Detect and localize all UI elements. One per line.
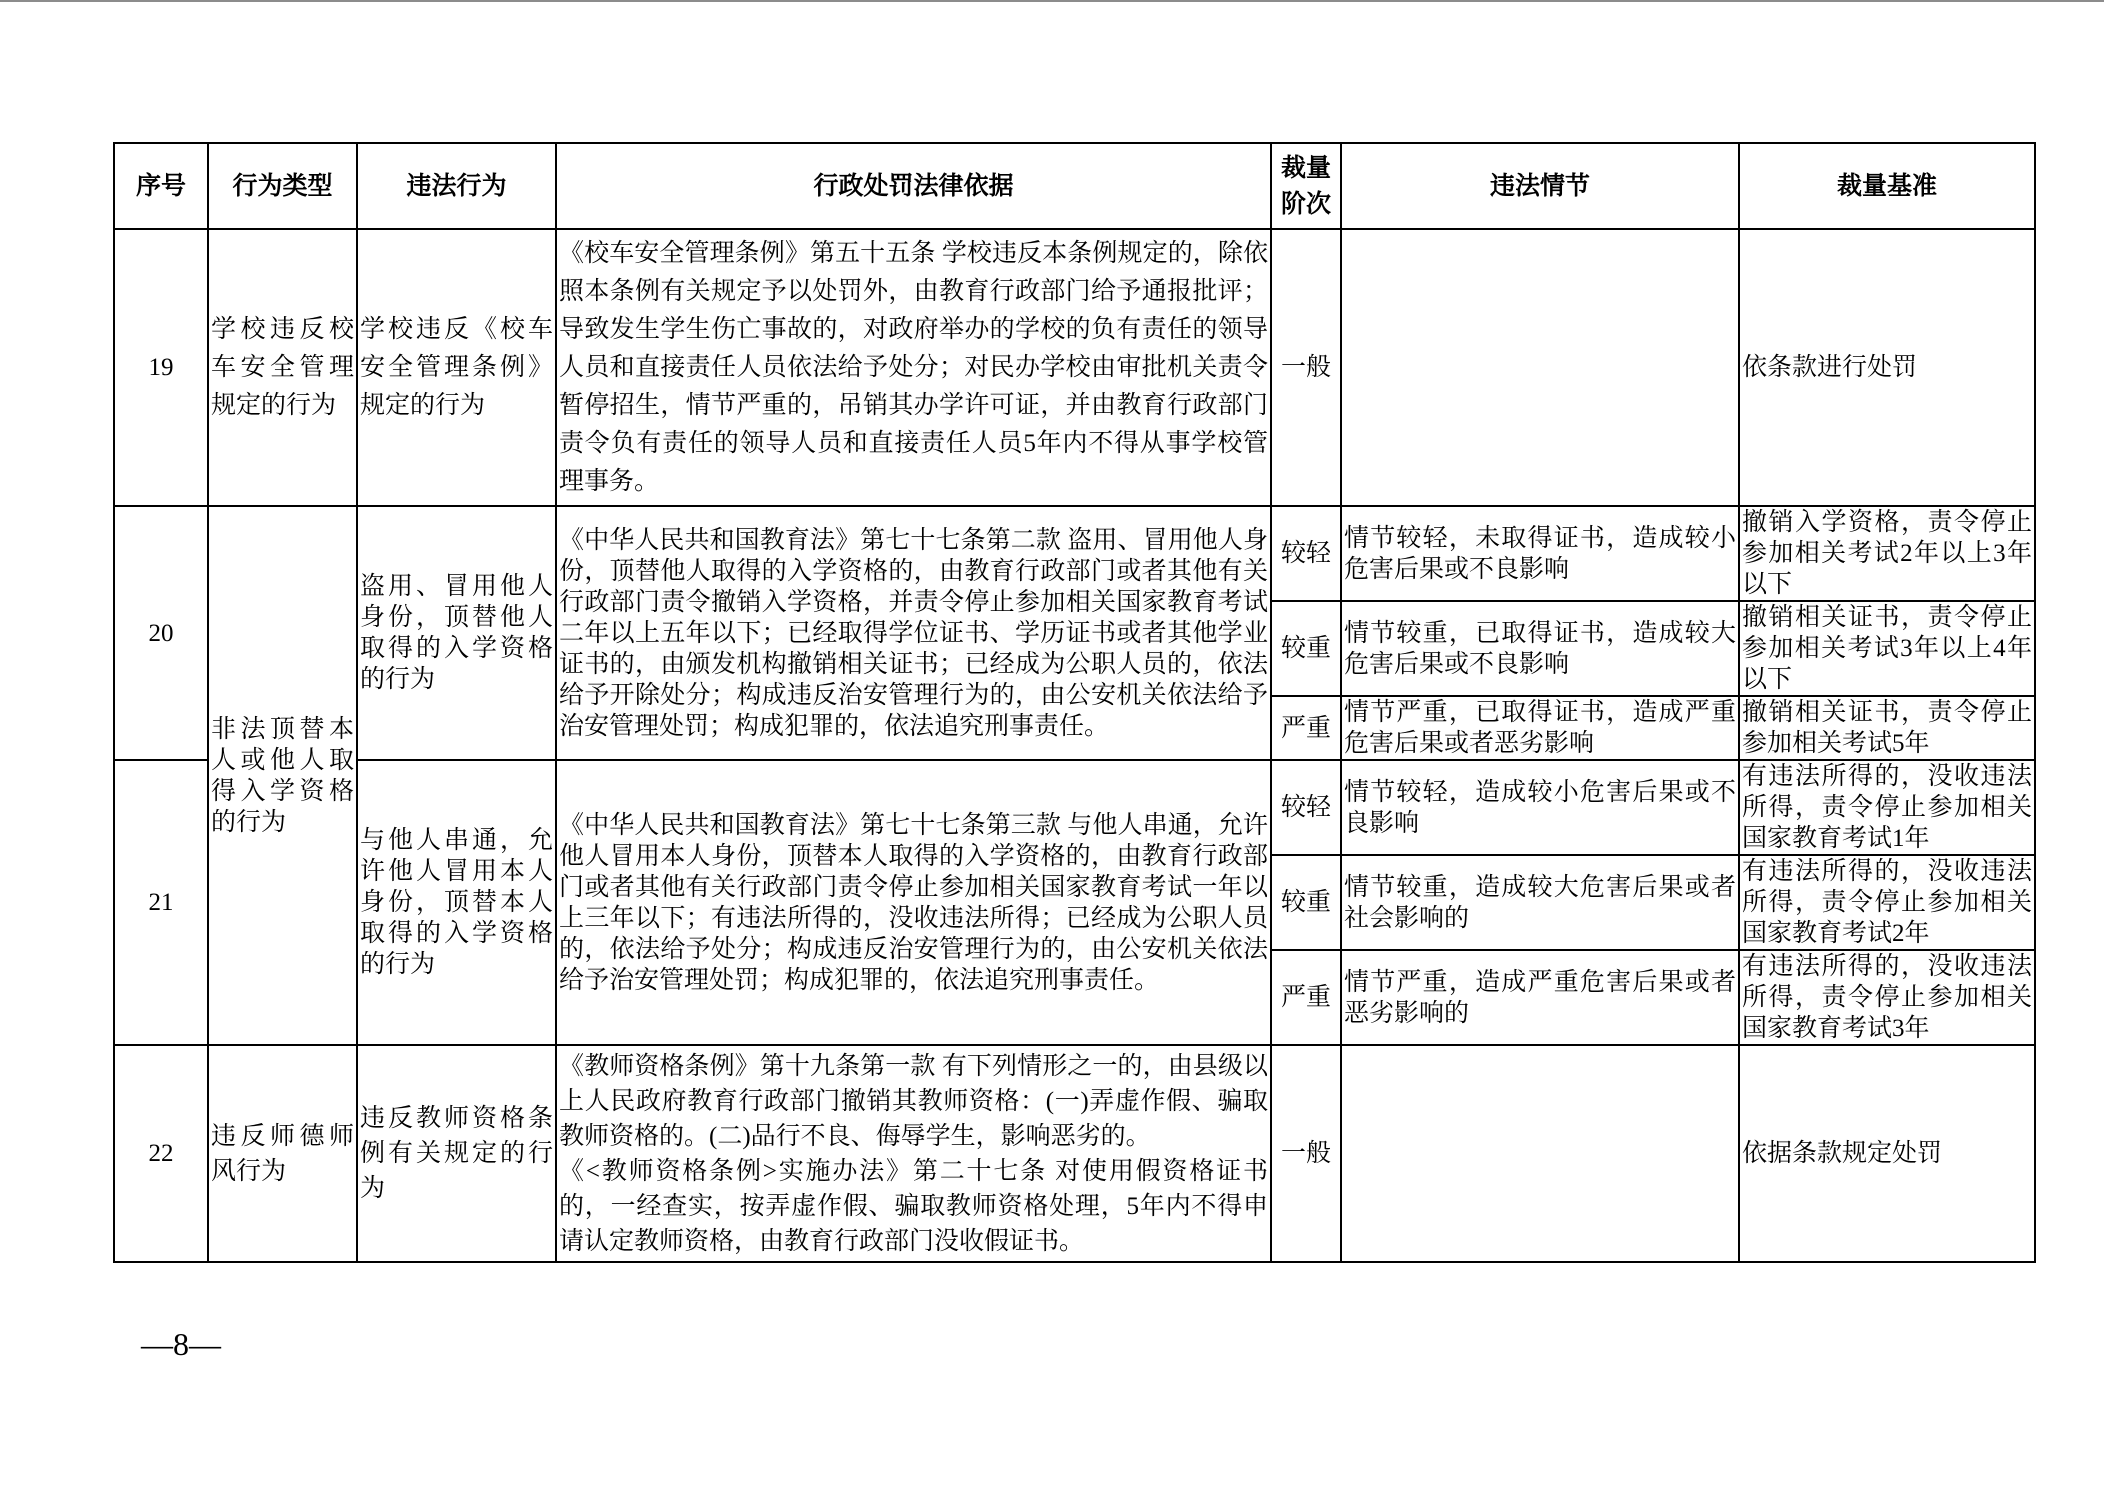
cell-standard: 有违法所得的，没收违法所得，责令停止参加相关国家教育考试3年	[1739, 950, 2035, 1045]
legal-basis-paragraph: 《<教师资格条例>实施办法》第二十七条 对使用假资格证书的，一经查实，按弄虚作假、骗取教师资格处理，5年内不得申请认定教师资格，由教育行政部门没收假证书。	[559, 1157, 1268, 1255]
legal-basis-paragraph: 《校车安全管理条例》第五十五条 学校违反本条例规定的，除依照本条例有关规定予以处罚外，由教育行政部门给予通报批评；导致发生学生伤亡事故的，对政府举办的学校的负有责任的领导人员和直接责任人员依法给予处分；对民办学校由审批机关责令暂停招生，情节严重的，吊销其办学许可证，并由教育行政部门责令负有责任的领导人员和直接责任人员5年内不得从事学校管理事务。	[559, 239, 1268, 495]
cell-circumstance: 情节较轻，未取得证书，造成较小危害后果或不良影响	[1341, 506, 1739, 601]
cell-discretion-level: 一般	[1271, 1045, 1341, 1262]
legal-basis-paragraph: 《教师资格条例》第十九条第一款 有下列情形之一的，由县级以上人民政府教育行政部门撤销其教师资格：(一)弄虚作假、骗取教师资格的。(二)品行不良、侮辱学生，影响恶劣的。	[559, 1052, 1268, 1150]
header-discretion-level: 裁量阶次	[1271, 143, 1341, 229]
cell-discretion-level: 较重	[1271, 855, 1341, 950]
header-discretion-standard: 裁量基准	[1739, 143, 2035, 229]
cell-standard: 依据条款规定处罚	[1739, 1045, 2035, 1262]
penalty-discretion-table	[113, 142, 2036, 1263]
cell-circumstance: 情节严重，造成严重危害后果或者恶劣影响的	[1341, 950, 1739, 1045]
cell-discretion-level: 严重	[1271, 696, 1341, 760]
cell-legal-basis	[556, 1045, 1271, 1262]
cell-circumstance: 情节较轻，造成较小危害后果或不良影响	[1341, 760, 1739, 855]
cell-standard: 撤销相关证书，责令停止参加相关考试5年	[1739, 696, 2035, 760]
cell-standard: 有违法所得的，没收违法所得，责令停止参加相关国家教育考试1年	[1739, 760, 2035, 855]
cell-index: 19	[114, 229, 208, 506]
cell-violation: 与他人串通，允许他人冒用本人身份，顶替本人取得的入学资格的行为	[357, 760, 556, 1045]
header-legal-basis: 行政处罚法律依据	[556, 143, 1271, 229]
cell-discretion-level: 一般	[1271, 229, 1341, 506]
cell-behavior-type: 学校违反校车安全管理规定的行为	[208, 229, 357, 506]
cell-behavior-type: 非法顶替本人或他人取得入学资格的行为	[208, 506, 357, 1045]
cell-circumstance: 情节较重，已取得证书，造成较大危害后果或不良影响	[1341, 601, 1739, 696]
cell-behavior-type: 违反师德师风行为	[208, 1045, 357, 1262]
header-violation-circumstance: 违法情节	[1341, 143, 1739, 229]
cell-circumstance	[1341, 1045, 1739, 1262]
cell-legal-basis	[556, 760, 1271, 1045]
cell-index: 22	[114, 1045, 208, 1262]
cell-violation: 学校违反《校车安全管理条例》规定的行为	[357, 229, 556, 506]
legal-basis-paragraph: 《中华人民共和国教育法》第七十七条第二款 盗用、冒用他人身份，顶替他人取得的入学资格的，由教育行政部门或者其他有关行政部门责令撤销入学资格，并责令停止参加相关国家教育考试二年以上五年以下；已经取得学位证书、学历证书或者其他学业证书的，由颁发机构撤销相关证书；已经成为公职人员的，依法给予开除处分；构成违反治安管理行为的，由公安机关依法给予治安管理处罚；构成犯罪的，依法追究刑事责任。	[559, 526, 1268, 740]
table-row-19	[114, 229, 2035, 506]
cell-index: 21	[114, 760, 208, 1045]
cell-circumstance: 情节较重，造成较大危害后果或者社会影响的	[1341, 855, 1739, 950]
cell-circumstance	[1341, 229, 1739, 506]
header-behavior-type: 行为类型	[208, 143, 357, 229]
cell-discretion-level: 较轻	[1271, 760, 1341, 855]
cell-circumstance: 情节严重，已取得证书，造成严重危害后果或者恶劣影响	[1341, 696, 1739, 760]
cell-violation: 违反教师资格条例有关规定的行为	[357, 1045, 556, 1262]
table-header	[114, 143, 2035, 229]
table-body	[114, 229, 2035, 1262]
cell-discretion-level: 较轻	[1271, 506, 1341, 601]
cell-legal-basis	[556, 506, 1271, 760]
table-header-row	[114, 143, 2035, 229]
table-row-20-lighter	[114, 506, 2035, 601]
cell-discretion-level: 严重	[1271, 950, 1341, 1045]
cell-standard: 撤销相关证书，责令停止参加相关考试3年以上4年以下	[1739, 601, 2035, 696]
cell-standard: 撤销入学资格，责令停止参加相关考试2年以上3年以下	[1739, 506, 2035, 601]
cell-discretion-level: 较重	[1271, 601, 1341, 696]
page-top-edge	[0, 0, 2104, 2]
cell-index: 20	[114, 506, 208, 760]
cell-legal-basis	[556, 229, 1271, 506]
cell-standard: 有违法所得的，没收违法所得，责令停止参加相关国家教育考试2年	[1739, 855, 2035, 950]
table-row-21-lighter	[114, 760, 2035, 855]
header-violation: 违法行为	[357, 143, 556, 229]
cell-standard: 依条款进行处罚	[1739, 229, 2035, 506]
cell-violation: 盗用、冒用他人身份，顶替他人取得的入学资格的行为	[357, 506, 556, 760]
table-row-22	[114, 1045, 2035, 1262]
header-index: 序号	[114, 143, 208, 229]
legal-basis-paragraph: 《中华人民共和国教育法》第七十七条第三款 与他人串通，允许他人冒用本人身份，顶替本人取得的入学资格的，由教育行政部门或者其他有关行政部门责令停止参加相关国家教育考试一年以上三年以下；有违法所得的，没收违法所得；已经成为公职人员的，依法给予处分；构成违反治安管理行为的，由公安机关依法给予治安管理处罚；构成犯罪的，依法追究刑事责任。	[559, 811, 1268, 994]
page-number: —8—	[141, 1326, 221, 1362]
